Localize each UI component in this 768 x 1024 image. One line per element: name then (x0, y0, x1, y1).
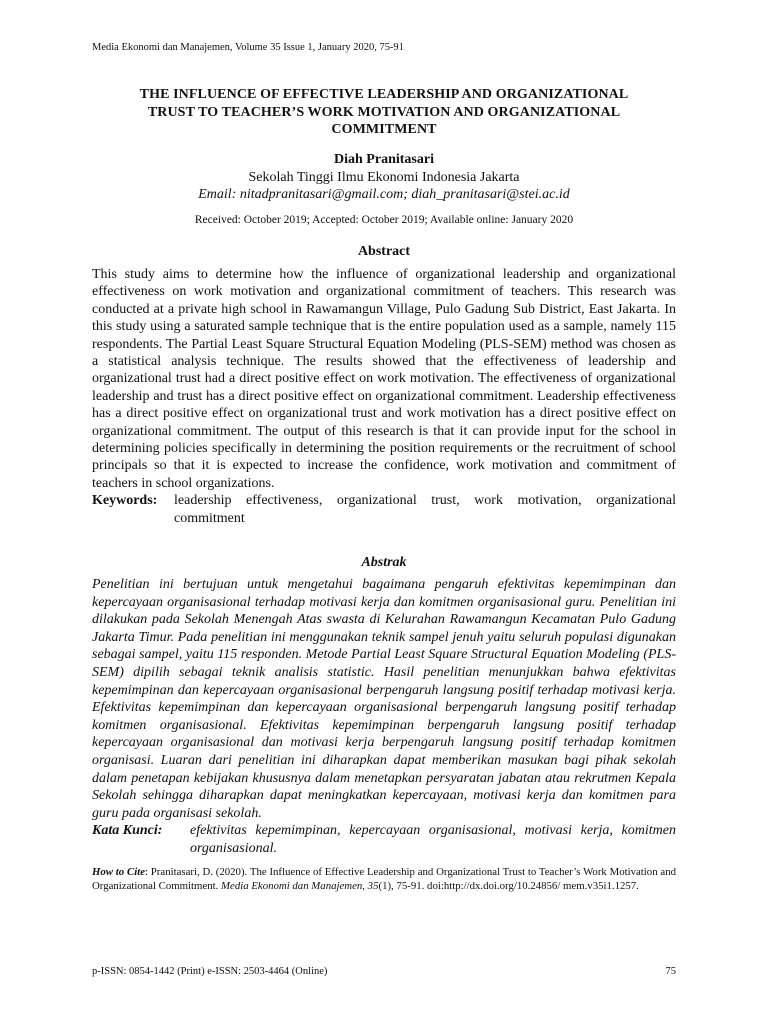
kata-kunci-row (92, 822, 676, 857)
title-line: COMMITMENT (331, 122, 437, 137)
kata-kunci-label: Kata Kunci: (92, 823, 163, 839)
keywords-row (92, 492, 676, 527)
running-head: Media Ekonomi dan Manajemen, Volume 35 Issue 1, January 2020, 75-91 (92, 42, 404, 53)
how-to-cite (92, 866, 676, 893)
abstrak-heading: Abstrak (361, 555, 407, 570)
title-line: TRUST TO TEACHER’S WORK MOTIVATION AND ORGANIZATIONAL (147, 104, 621, 120)
cite-label: How to Cite (92, 866, 145, 878)
title-line: THE INFLUENCE OF EFFECTIVE LEADERSHIP AND ORGANIZATIONAL (139, 87, 629, 102)
keywords-label: Keywords: (92, 493, 158, 509)
page-number: 75 (665, 966, 676, 977)
cite-text: : Pranitasari, D. (2020). The Influence of Effective Leadership and Organizational Trust to Teacher’s Work Motivation and Organizational Commitment. (92, 866, 676, 892)
cite-doi[interactable]: (1), 75-91. doi:http://dx.doi.org/10.24856/ mem.v35i1.1257. (378, 879, 639, 892)
cite-journal: Media Ekonomi dan Manajemen, 35 (221, 879, 379, 892)
publication-dates: Received: October 2019; Accepted: October 2019; Available online: January 2020 (194, 214, 574, 226)
author-block (92, 151, 676, 203)
footer-issn: p-ISSN: 0854-1442 (Print) e-ISSN: 2503-4464 (Online) (92, 966, 328, 977)
abstract-text: This study aims to determine how the influence of organizational leadership and organizational effectiveness on work motivation and organizational commitment of teachers. This research was conducted at a private high school in Rawamangun Village, Pulo Gadung Sub District, East Jakarta. In this study using a saturated sample technique that is the entire population used as a sample, namely 115 respondents. The Partial Least Square Structural Equation Modeling (PLS-SEM) method was chosen as a statistical analysis technique. The results showed that the effectiveness of leadership and organizational trust had a direct positive effect on work motivation. The effectiveness of organizational leadership and trust has a direct positive effect on organizational commitment. Leadership effectiveness has a direct positive effect on organizational trust and work motivation has a direct positive effect on organizational commitment. The output of this research is that it can provide input for the school in determining policies specifically in determining the position requirements or the recruitment of school principals so that it is expected to increase the confidence, work motivation and commitment of teachers in school organizations. (92, 267, 676, 491)
kata-kunci-text: efektivitas kepemimpinan, kepercayaan organisasional, motivasi kerja, komitmen organisasional. (190, 823, 676, 856)
abstract-section (92, 266, 676, 527)
author-email: Email: nitadpranitasari@gmail.com; diah_pranitasari@stei.ac.id (198, 187, 570, 202)
keywords-text: leadership effectiveness, organizational trust, work motivation, organizational commitment (174, 493, 676, 526)
abstrak-text: Penelitian ini bertujuan untuk mengetahui bagaimana pengaruh efektivitas kepemimpinan dan kepercayaan organisasional terhadap motivasi kerja dan komitmen organisasional guru. Penelitian ini dilakukan pada Sekolah Menengah Atas swasta di Kelurahan Rawamangun Kecamatan Pulo Gadung Jakarta Timur. Pada penelitian ini menggunakan teknik sampel jenuh yaitu seluruh populasi digunakan sebagai sampel, yaitu 115 responden. Metode Partial Least Square Structural Equation Modeling (PLS-SEM) dipilih sebagai teknik analisis statistic. Hasil penelitian menunjukkan bahwa efektivitas kepemimpinan dan kepercayaan organisasional berpengaruh langsung positif terhadap motivasi kerja. Efektivitas kepemimpinan dan kepercayaan organisasional berpengaruh langsung positif terhadap komitmen organisasional. Efektivitas kepemimpinan berpengaruh langsung positif terhadap kepercayaan organisasional dan motivasi kerja berpengaruh langsung positif terhadap komitmen organisasi. Luaran dari penelitian ini diharapkan dapat memberikan masukan bagi pihak sekolah dalam penetapan kebijakan khususnya dalam menetapkan persyaratan jabatan atau rekrutmen Kepala Sekolah sehingga diharapkan dapat meningkatkan kepercayaan, motivasi kerja dan komitmen para guru pada organisasi sekolah. (92, 577, 676, 821)
abstrak-section (92, 576, 676, 858)
abstract-heading: Abstract (357, 244, 411, 259)
author-name: Diah Pranitasari (334, 152, 434, 167)
author-affiliation: Sekolah Tinggi Ilmu Ekonomi Indonesia Jakarta (248, 170, 520, 185)
paper-title (92, 86, 676, 139)
